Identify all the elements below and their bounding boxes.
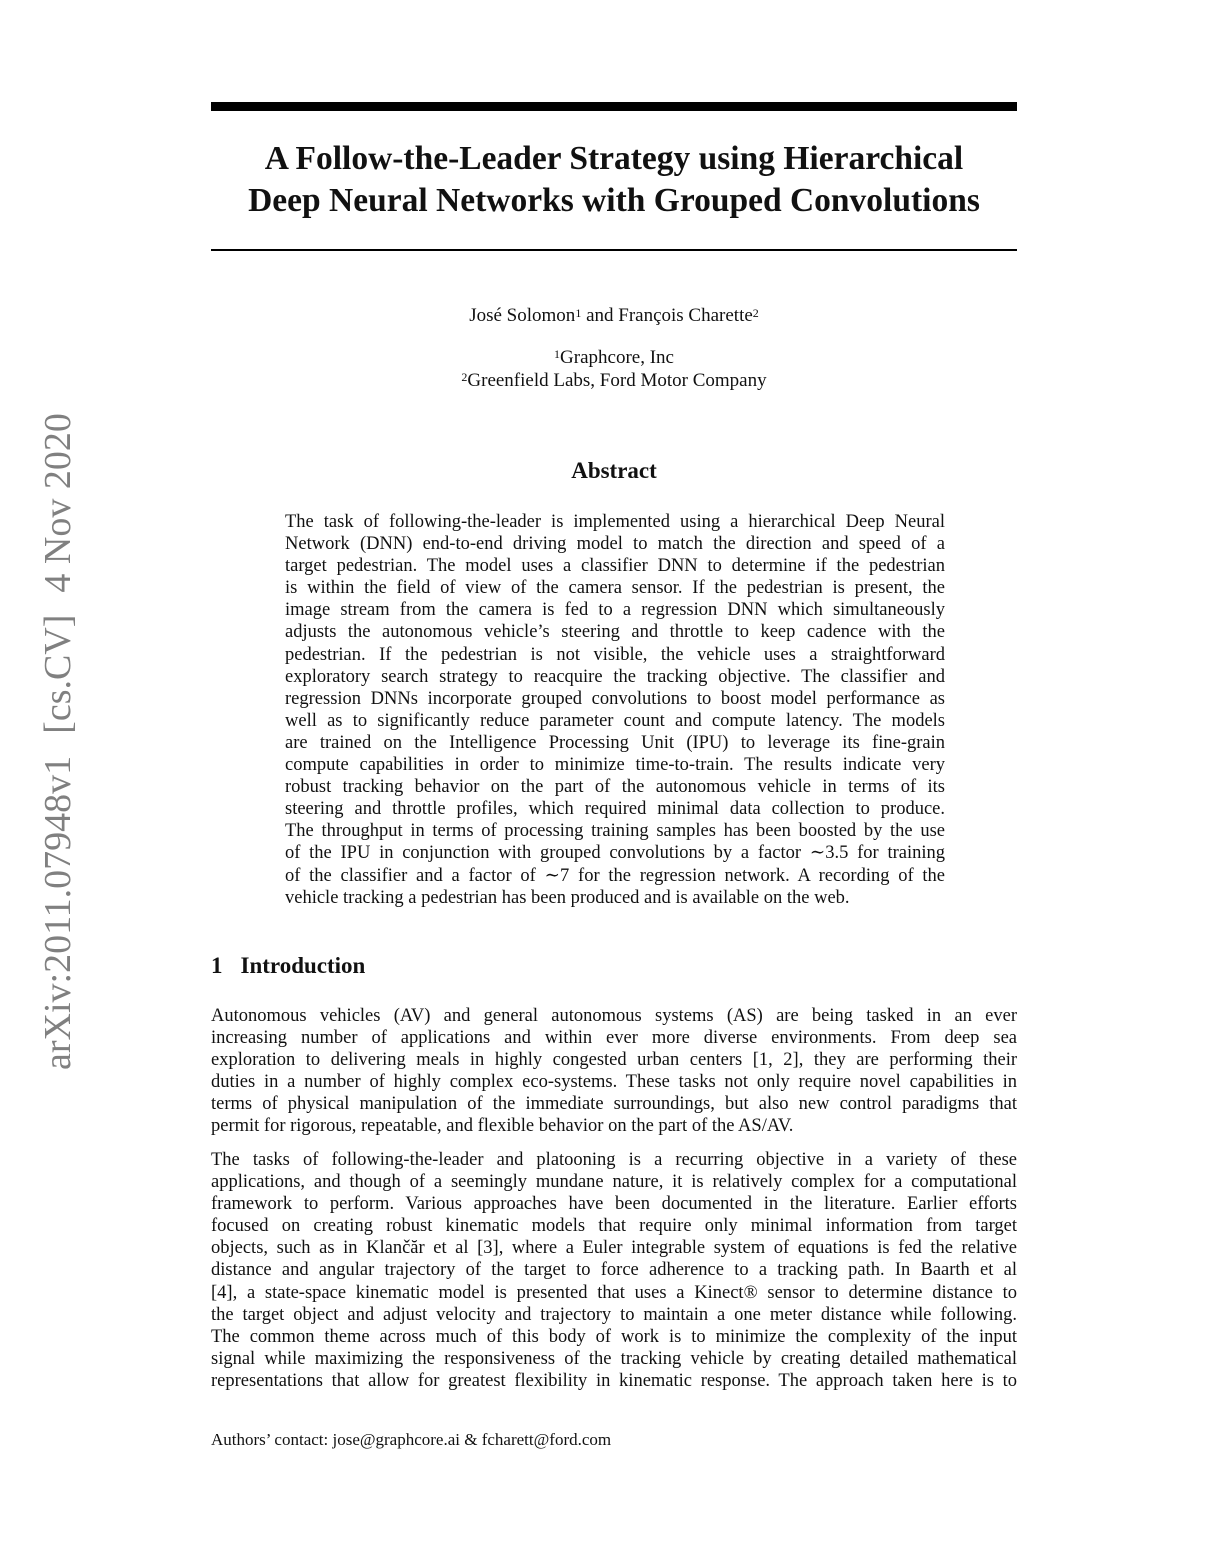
author-name: François Charette [618, 305, 753, 326]
paragraph-line: applications, and though of a seemingly mundane nature, it is relatively complex for a computational [211, 1172, 1017, 1193]
abstract-line: compute capabilities in order to minimize time-to-train. The results indicate very [285, 755, 945, 776]
author-affil-mark: 2 [752, 306, 759, 320]
intro-paragraph-2 [211, 1149, 1017, 1392]
author-list [211, 304, 1017, 328]
abstract-line: robust tracking behavior on the part of the autonomous vehicle in terms of its [285, 777, 945, 798]
abstract-line: vehicle tracking a pedestrian has been produced and is available on the web. [285, 887, 850, 908]
section-number: 1 [211, 953, 223, 978]
abstract-line: Network (DNN) end-to-end driving model to match the direction and speed of a [285, 534, 945, 555]
title-bottom-rule [211, 249, 1017, 251]
abstract-line: well as to significantly reduce parameter count and compute latency. The models [285, 710, 945, 731]
affiliation-name: Greenfield Labs, Ford Motor Company [467, 370, 767, 391]
abstract-line: is within the field of view of the camera sensor. If the pedestrian is present, the [285, 578, 945, 599]
abstract-line: of the IPU in conjunction with grouped convolutions by a factor ∼3.5 for training [285, 843, 945, 864]
author-conjunction: and [586, 305, 614, 326]
author-contact-footnote: Authors’ contact: jose@graphcore.ai & fcharett@ford.com [211, 1430, 612, 1449]
abstract-line: regression DNNs incorporate grouped convolutions to boost model performance as [285, 688, 945, 709]
abstract-line: are trained on the Intelligence Processing Unit (IPU) to leverage its fine-grain [285, 732, 945, 753]
paragraph-line: The common theme across much of this body of work is to minimize the complexity of the input [211, 1326, 1017, 1347]
affiliation-name: Graphcore, Inc [560, 347, 674, 368]
paragraph-line: representations that allow for greatest flexibility in kinematic response. The approach taken here is to [211, 1370, 1017, 1391]
author-name: José Solomon [469, 305, 576, 326]
abstract-line: target pedestrian. The model uses a classifier DNN to determine if the pedestrian [285, 556, 945, 577]
title-top-rule [211, 102, 1017, 111]
title-line-2: Deep Neural Networks with Grouped Convolutions [248, 182, 980, 219]
title-line-1: A Follow-the-Leader Strategy using Hierarchical [264, 140, 964, 177]
affiliation [211, 369, 1017, 392]
paragraph-line: signal while maximizing the responsiveness of the tracking vehicle by creating detailed mathematical [211, 1348, 1017, 1369]
affiliation-mark: 2 [461, 370, 468, 384]
abstract-body [285, 511, 945, 909]
paragraph-line: the target object and adjust velocity and trajectory to maintain a one meter distance while following. [211, 1304, 1017, 1325]
paragraph-line: terms of physical manipulation of the immediate surroundings, but also new control paradigms that [211, 1094, 1017, 1115]
paragraph-line: Autonomous vehicles (AV) and general autonomous systems (AS) are being tasked in an ever [211, 1006, 1017, 1026]
paragraph-line: permit for rigorous, repeatable, and flexible behavior on the part of the AS/AV. [211, 1116, 794, 1137]
arxiv-sidebar-stamp [38, 370, 78, 1070]
paragraph-line: focused on creating robust kinematic models that require only minimal information from target [211, 1216, 1017, 1237]
paragraph-line: The tasks of following-the-leader and platooning is a recurring objective in a variety of these [211, 1150, 1017, 1170]
abstract-line: pedestrian. If the pedestrian is not visible, the vehicle uses a straightforward [285, 644, 945, 665]
paragraph-line: exploration to delivering meals in highly congested urban centers [1, 2], they are performing their [211, 1050, 1017, 1071]
paragraph-line: distance and angular trajectory of the target to force adherence to a tracking path. In Baarth et al [211, 1260, 1017, 1281]
paper-title [211, 138, 1017, 222]
arxiv-date: 4 Nov 2020 [37, 413, 79, 593]
abstract-line: steering and throttle profiles, which required minimal data collection to produce. [285, 799, 945, 820]
intro-paragraph-1 [211, 1005, 1017, 1138]
paragraph-line: duties in a number of highly complex eco-systems. These tasks not only require novel capabilities in [211, 1072, 1017, 1093]
abstract-line: adjusts the autonomous vehicle’s steering and throttle to keep cadence with the [285, 622, 945, 643]
abstract-line: of the classifier and a factor of ∼7 for the regression network. A recording of the [285, 865, 945, 886]
section-heading-introduction [211, 953, 365, 979]
abstract-heading: Abstract [571, 458, 657, 483]
abstract-line: image stream from the camera is fed to a regression DNN which simultaneously [285, 600, 945, 621]
affiliation [211, 346, 1017, 369]
paragraph-line: objects, such as in Klančăr et al [3], where a Euler integrable system of equations is fed the relative [211, 1238, 1017, 1259]
paragraph-line: [4], a state-space kinematic model is presented that uses a Kinect® sensor to determine distance to [211, 1282, 1017, 1303]
abstract-line: exploratory search strategy to reacquire the tracking objective. The classifier and [285, 666, 945, 687]
paragraph-line: framework to perform. Various approaches have been documented in the literature. Earlier efforts [211, 1194, 1017, 1215]
affiliation-list [211, 346, 1017, 392]
section-title: Introduction [240, 953, 366, 978]
affiliation-mark: 1 [554, 347, 561, 361]
abstract-line: The throughput in terms of processing training samples has been boosted by the use [285, 821, 945, 842]
arxiv-id: arXiv:2011.07948v1 [37, 755, 79, 1070]
arxiv-category: [cs.CV] [37, 614, 79, 734]
abstract-line: The task of following-the-leader is implemented using a hierarchical Deep Neural [285, 512, 945, 532]
author-affil-mark: 1 [575, 306, 582, 320]
paragraph-line: increasing number of applications and within ever more diverse environments. From deep sea [211, 1028, 1017, 1049]
